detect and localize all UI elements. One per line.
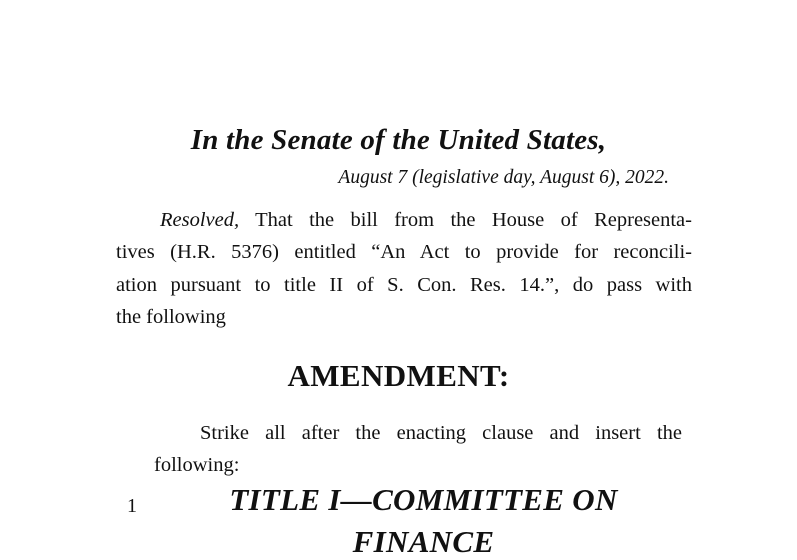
amendment-heading: AMENDMENT: [287, 358, 510, 393]
title-heading-line: TITLE I—COMMITTEE ON [229, 482, 618, 517]
title-heading [0, 482, 797, 560]
resolution-line: tives (H.R. 5376) entitled “An Act to provide for reconcili- [116, 241, 692, 264]
date-line: August 7 (legislative day, August 6), 2022. [338, 167, 669, 188]
resolution-line: ation pursuant to title II of S. Con. Res. 14.”, do pass with [116, 273, 692, 296]
line-number: 1 [127, 495, 137, 517]
resolved-lead: Resolved, [160, 209, 240, 231]
strike-clause-paragraph [154, 417, 682, 482]
strike-clause-line: Strike all after the enacting clause and insert the [200, 422, 682, 444]
title-heading-line: FINANCE [352, 524, 495, 559]
senate-heading: In the Senate of the United States, [190, 124, 607, 156]
resolution-paragraph [116, 204, 692, 333]
resolution-line: the following [116, 305, 226, 328]
resolution-line [116, 204, 692, 236]
strike-clause-line: following: [154, 454, 240, 477]
resolution-line-text: That the bill from the House of Representa- [255, 209, 692, 231]
